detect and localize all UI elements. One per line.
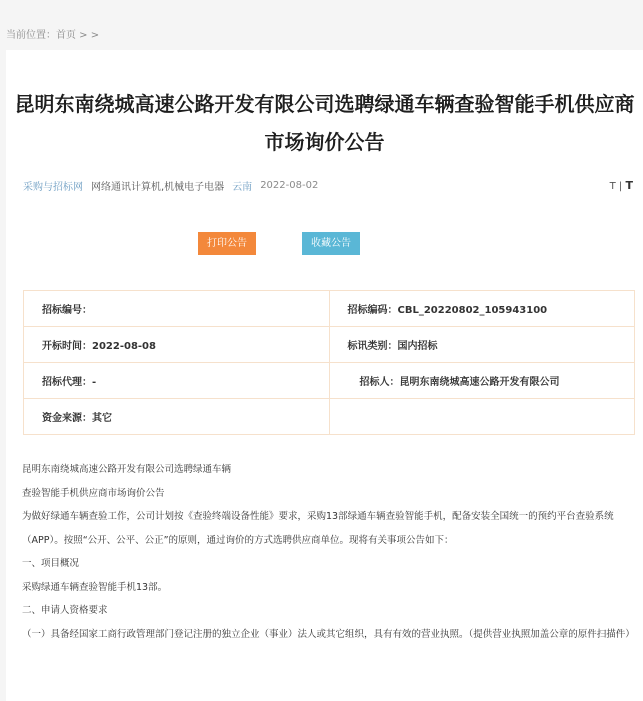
- table-row: [24, 363, 635, 399]
- article-panel: [6, 50, 643, 701]
- body-paragraph: （一）具备经国家工商行政管理部门登记注册的独立企业（事业）法人或其它组织，具有有效的营业执照。（提供营业执照加盖公章的原件扫描件）: [22, 628, 635, 640]
- body-paragraph: 查验智能手机供应商市场询价公告: [22, 487, 165, 499]
- region-link[interactable]: 云南: [232, 182, 253, 193]
- page-title: 昆明东南绕城高速公路开发有限公司选聘绿通车辆查验智能手机供应商市场询价公告: [14, 92, 635, 154]
- table-cell: [329, 399, 635, 435]
- table-cell: 招标代理：-: [24, 363, 330, 399]
- body-paragraph: 采购绿通车辆查验智能手机13部。: [22, 581, 168, 593]
- table-cell: 招标编码：CBL_20220802_105943100: [329, 291, 635, 327]
- table-row: [24, 327, 635, 363]
- favorite-button[interactable]: 收藏公告: [302, 232, 360, 255]
- section-heading: 二、申请人资格要求: [22, 605, 108, 616]
- table-row: [24, 399, 635, 435]
- table-cell: 标讯类别：国内招标: [329, 327, 635, 363]
- table-cell: 开标时间：2022-08-08: [24, 327, 330, 363]
- category-label: 网络通讯计算机,机械电子电器: [91, 182, 225, 193]
- article-meta: [23, 178, 633, 193]
- publish-date: 2022-08-02: [260, 180, 319, 191]
- info-table: [23, 290, 635, 435]
- body-paragraph: 昆明东南绕城高速公路开发有限公司选聘绿通车辆: [22, 464, 232, 475]
- source-link[interactable]: 采购与招标网: [23, 182, 83, 193]
- section-heading: 一、项目概况: [22, 558, 80, 569]
- print-button[interactable]: 打印公告: [198, 232, 256, 255]
- table-row: [24, 291, 635, 327]
- font-size-switch: T | T: [609, 179, 633, 192]
- breadcrumb: [6, 26, 99, 41]
- table-cell: 招标编号：: [24, 291, 330, 327]
- breadcrumb-home-link[interactable]: 首页: [56, 30, 76, 41]
- body-paragraph: 为做好绿通车辆查验工作，公司计划按《查验终端设备性能》要求，采购13部绿通车辆查验智能手机，配备安装全国统一的预约平台查验系统（APP）。按照“公开、公平、公正”的原则，通过询价的方式选聘供应商单位。现将有关事项公告如下：: [22, 511, 614, 546]
- breadcrumb-arrows: > >: [76, 30, 100, 41]
- font-small-button[interactable]: T: [609, 181, 616, 192]
- breadcrumb-label: 当前位置：: [6, 30, 56, 41]
- font-large-button[interactable]: T: [625, 179, 633, 192]
- table-cell: 资金来源：其它: [24, 399, 330, 435]
- article-body: [22, 458, 634, 646]
- table-cell: 招标人：昆明东南绕城高速公路开发有限公司: [329, 363, 635, 399]
